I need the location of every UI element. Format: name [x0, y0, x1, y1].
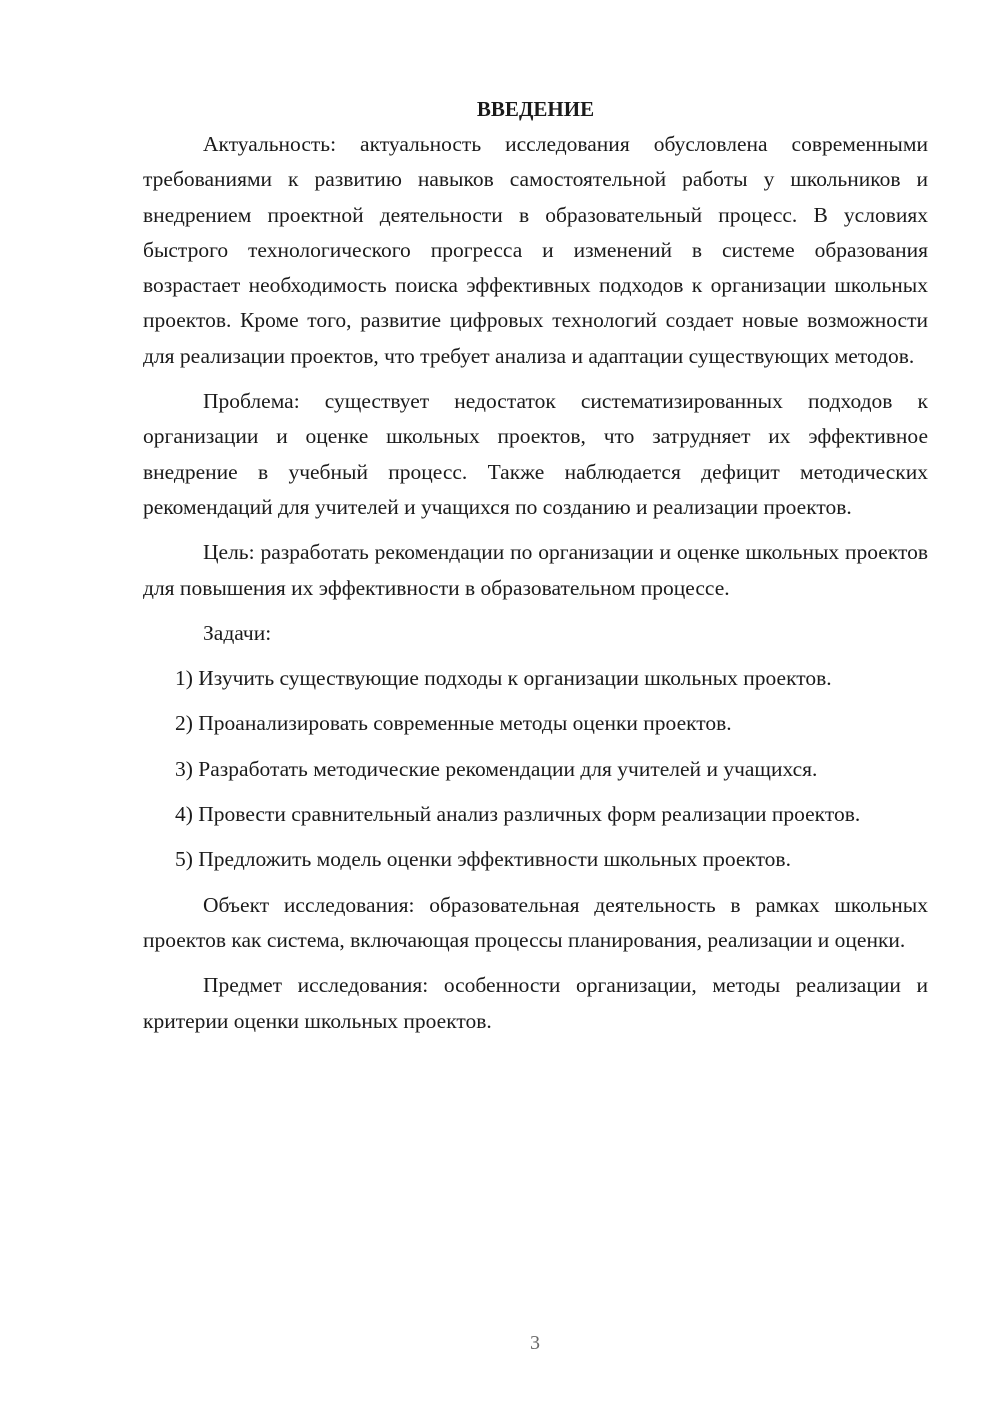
- section-title: ВВЕДЕНИЕ: [476, 97, 595, 121]
- object-paragraph: Объект исследования: образовательная деятельность в рамках школьных проектов как система, включающая процессы планирования, реализации и оценки.: [143, 892, 928, 952]
- goal-paragraph: Цель: разработать рекомендации по организации и оценке школьных проектов для повышения их эффективности в образовательном процессе.: [143, 540, 928, 600]
- problem-paragraph: Проблема: существует недостаток систематизированных подходов к организации и оценке школьных проектов, что затрудняет их эффективное внедрение в учебный процесс. Также наблюдается дефицит методических рекомендаций для учителей и учащихся по созданию и реализации проектов.: [143, 389, 928, 519]
- subject-paragraph: Предмет исследования: особенности организации, методы реализации и критерии оценки школьных проектов.: [143, 973, 928, 1033]
- relevance-paragraph: Актуальность: актуальность исследования обусловлена современными требованиями к развитию навыков самостоятельной работы у школьников и внедрением проектной деятельности в образовательный процесс. В условиях быстрого технологического прогресса и изменений в системе образования возрастает необходимость поиска эффективных подходов к организации школьных проектов. Кроме того, развитие цифровых технологий создает новые возможности для реализации проектов, что требует анализа и адаптации существующих методов.: [143, 132, 928, 368]
- document-page: [143, 92, 928, 1039]
- task-item: 1) Изучить существующие подходы к организации школьных проектов.: [175, 666, 832, 691]
- task-item: 4) Провести сравнительный анализ различных форм реализации проектов.: [175, 802, 861, 827]
- task-item: 5) Предложить модель оценки эффективности школьных проектов.: [175, 847, 791, 872]
- task-item: 3) Разработать методические рекомендации для учителей и учащихся.: [175, 756, 818, 781]
- tasks-heading: Задачи:: [203, 620, 272, 645]
- task-item: 2) Проанализировать современные методы оценки проектов.: [175, 711, 732, 736]
- page-number: 3: [530, 1332, 540, 1354]
